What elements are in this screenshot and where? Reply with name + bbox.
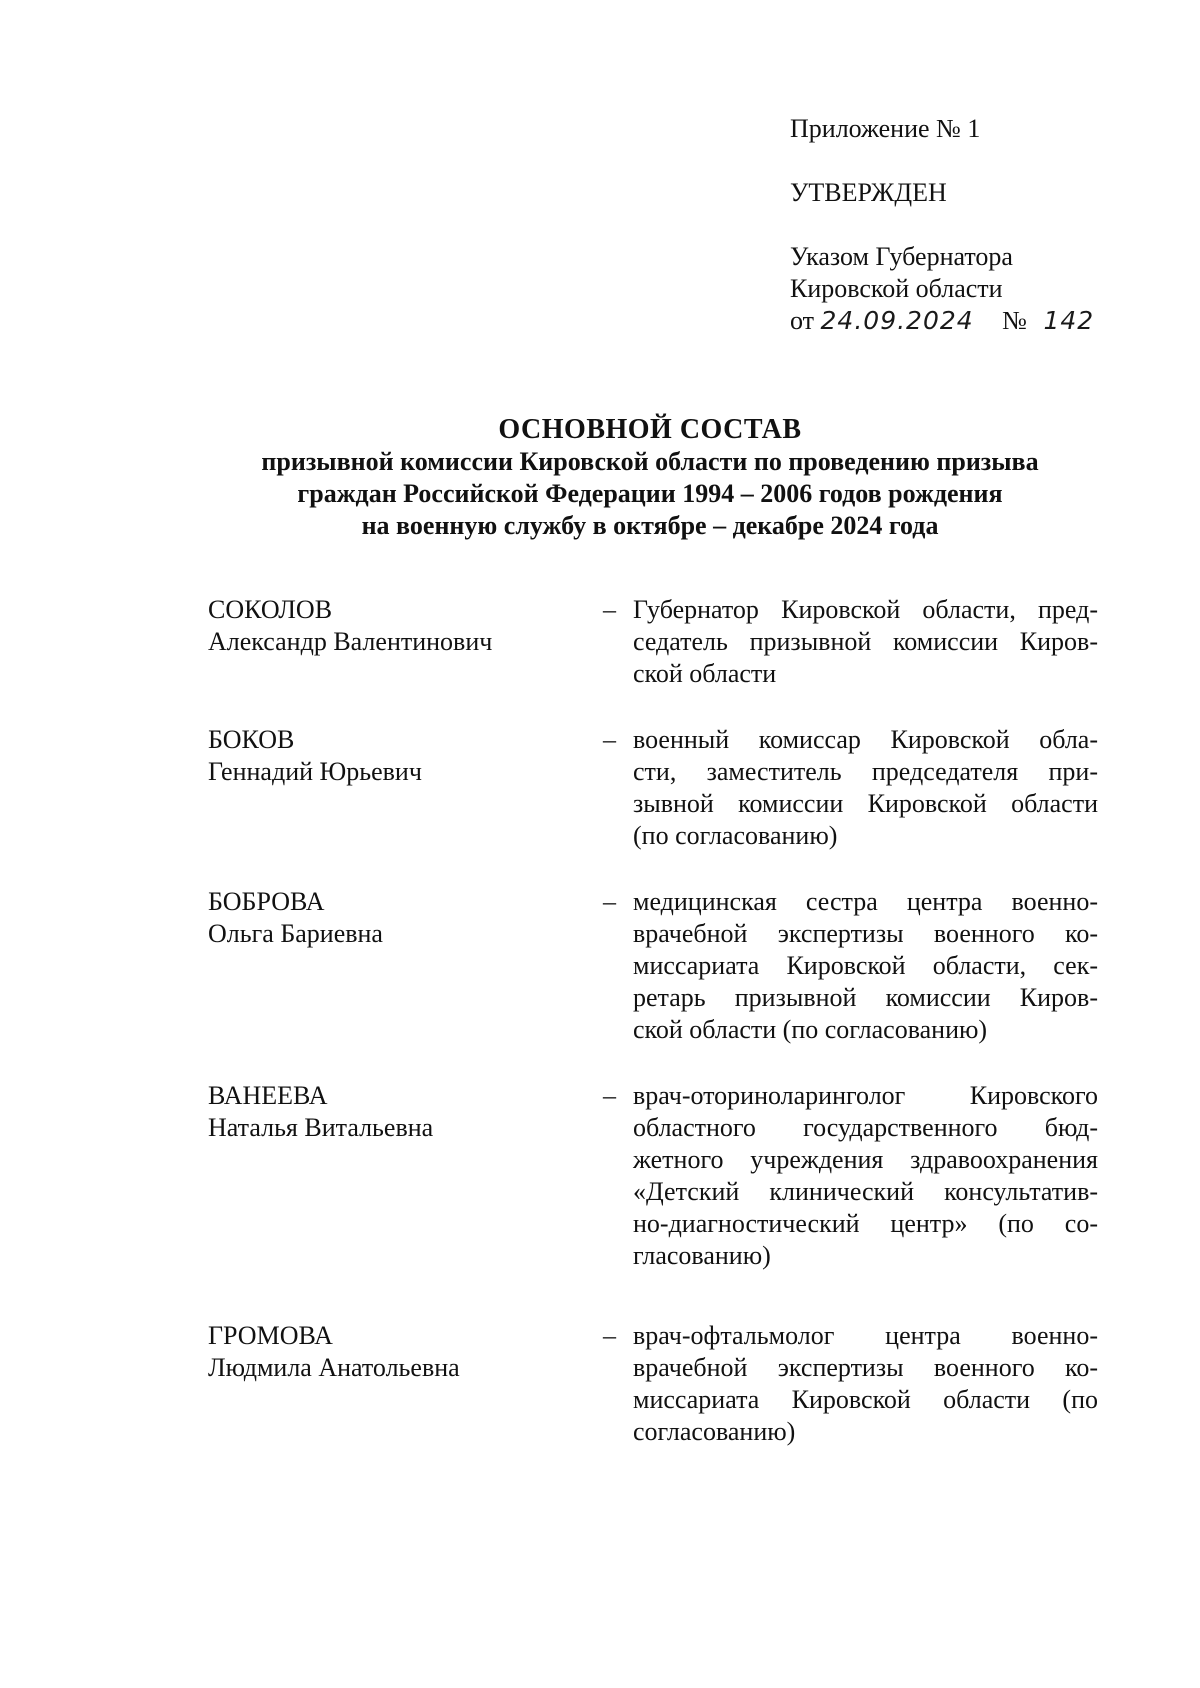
approval-block (790, 113, 1170, 337)
role-line: ской области (по согласованию) (633, 1015, 988, 1044)
role-line: (по согласованию) (633, 821, 838, 850)
member-item (208, 886, 1098, 1046)
handwritten-number: 142 (1043, 306, 1095, 335)
role-line: врач-офтальмолог центра военно- (633, 1321, 1098, 1350)
role-line: врачебной экспертизы военного ко- (633, 919, 1098, 948)
date-prefix: от (790, 306, 815, 335)
role-line: военный комиссар Кировской обла- (633, 725, 1098, 754)
member-name (208, 594, 603, 690)
member-name (208, 886, 603, 1046)
member-surname: БОБРОВА (208, 887, 325, 916)
member-given-names: Ольга Бариевна (208, 919, 383, 948)
member-item (208, 1080, 1098, 1272)
member-surname: ВАНЕЕВА (208, 1081, 328, 1110)
member-given-names: Александр Валентинович (208, 627, 493, 656)
member-surname: СОКОЛОВ (208, 595, 333, 624)
role-line: зывной комиссии Кировской области (633, 789, 1098, 818)
title-line-3: на военную службу в октябре – декабре 2024 года (361, 511, 939, 540)
role-line: ретарь призывной комиссии Киров- (633, 983, 1098, 1012)
role-line: сти, заместитель председателя при- (633, 757, 1098, 786)
decree-date-line (790, 305, 1170, 337)
member-given-names: Геннадий Юрьевич (208, 757, 422, 786)
member-role (633, 594, 1098, 690)
appendix-label: Приложение № 1 (790, 114, 981, 143)
title-main: ОСНОВНОЙ СОСТАВ (498, 414, 802, 445)
title-line-2: граждан Российской Федерации 1994 – 2006 годов рождения (297, 479, 1003, 508)
decree-line-1: Указом Губернатора (790, 242, 1013, 271)
number-label: № (1002, 306, 1027, 335)
member-list (208, 594, 1098, 1448)
member-dash: – (603, 595, 616, 624)
member-role (633, 1080, 1098, 1272)
document-title (150, 414, 1150, 542)
role-line: гласованию) (633, 1241, 771, 1270)
member-role (633, 886, 1098, 1046)
role-line: врач-оториноларинголог Кировского (633, 1081, 1098, 1110)
role-line: медицинская сестра центра военно- (633, 887, 1098, 916)
title-line-1: призывной комиссии Кировской области по проведению призыва (261, 447, 1039, 476)
member-surname: БОКОВ (208, 725, 295, 754)
member-role (633, 724, 1098, 852)
member-name (208, 1080, 603, 1272)
member-name (208, 1320, 603, 1448)
member-surname: ГРОМОВА (208, 1321, 333, 1350)
role-line: но-диагностический центр» (по со- (633, 1209, 1098, 1238)
role-line: Губернатор Кировской области, пред- (633, 595, 1098, 624)
member-name (208, 724, 603, 852)
role-line: седатель призывной комиссии Киров- (633, 627, 1098, 656)
role-line: «Детский клинический консультатив- (633, 1177, 1098, 1206)
role-line: согласованию) (633, 1417, 796, 1446)
member-dash: – (603, 887, 616, 916)
role-line: ской области (633, 659, 777, 688)
member-item (208, 724, 1098, 852)
role-line: миссариата Кировской области (по (633, 1385, 1098, 1414)
role-line: врачебной экспертизы военного ко- (633, 1353, 1098, 1382)
approved-label: УТВЕРЖДЕН (790, 178, 947, 207)
member-dash: – (603, 1321, 616, 1350)
handwritten-date: 24.09.2024 (820, 306, 974, 335)
member-item (208, 1320, 1098, 1448)
member-item (208, 594, 1098, 690)
member-given-names: Людмила Анатольевна (208, 1353, 460, 1382)
member-given-names: Наталья Витальевна (208, 1113, 434, 1142)
member-dash: – (603, 1081, 616, 1110)
role-line: жетного учреждения здравоохранения (633, 1145, 1098, 1174)
decree-line-2: Кировской области (790, 274, 1003, 303)
role-line: областного государственного бюд- (633, 1113, 1098, 1142)
member-dash: – (603, 725, 616, 754)
role-line: миссариата Кировской области, сек- (633, 951, 1098, 980)
member-role (633, 1320, 1098, 1448)
